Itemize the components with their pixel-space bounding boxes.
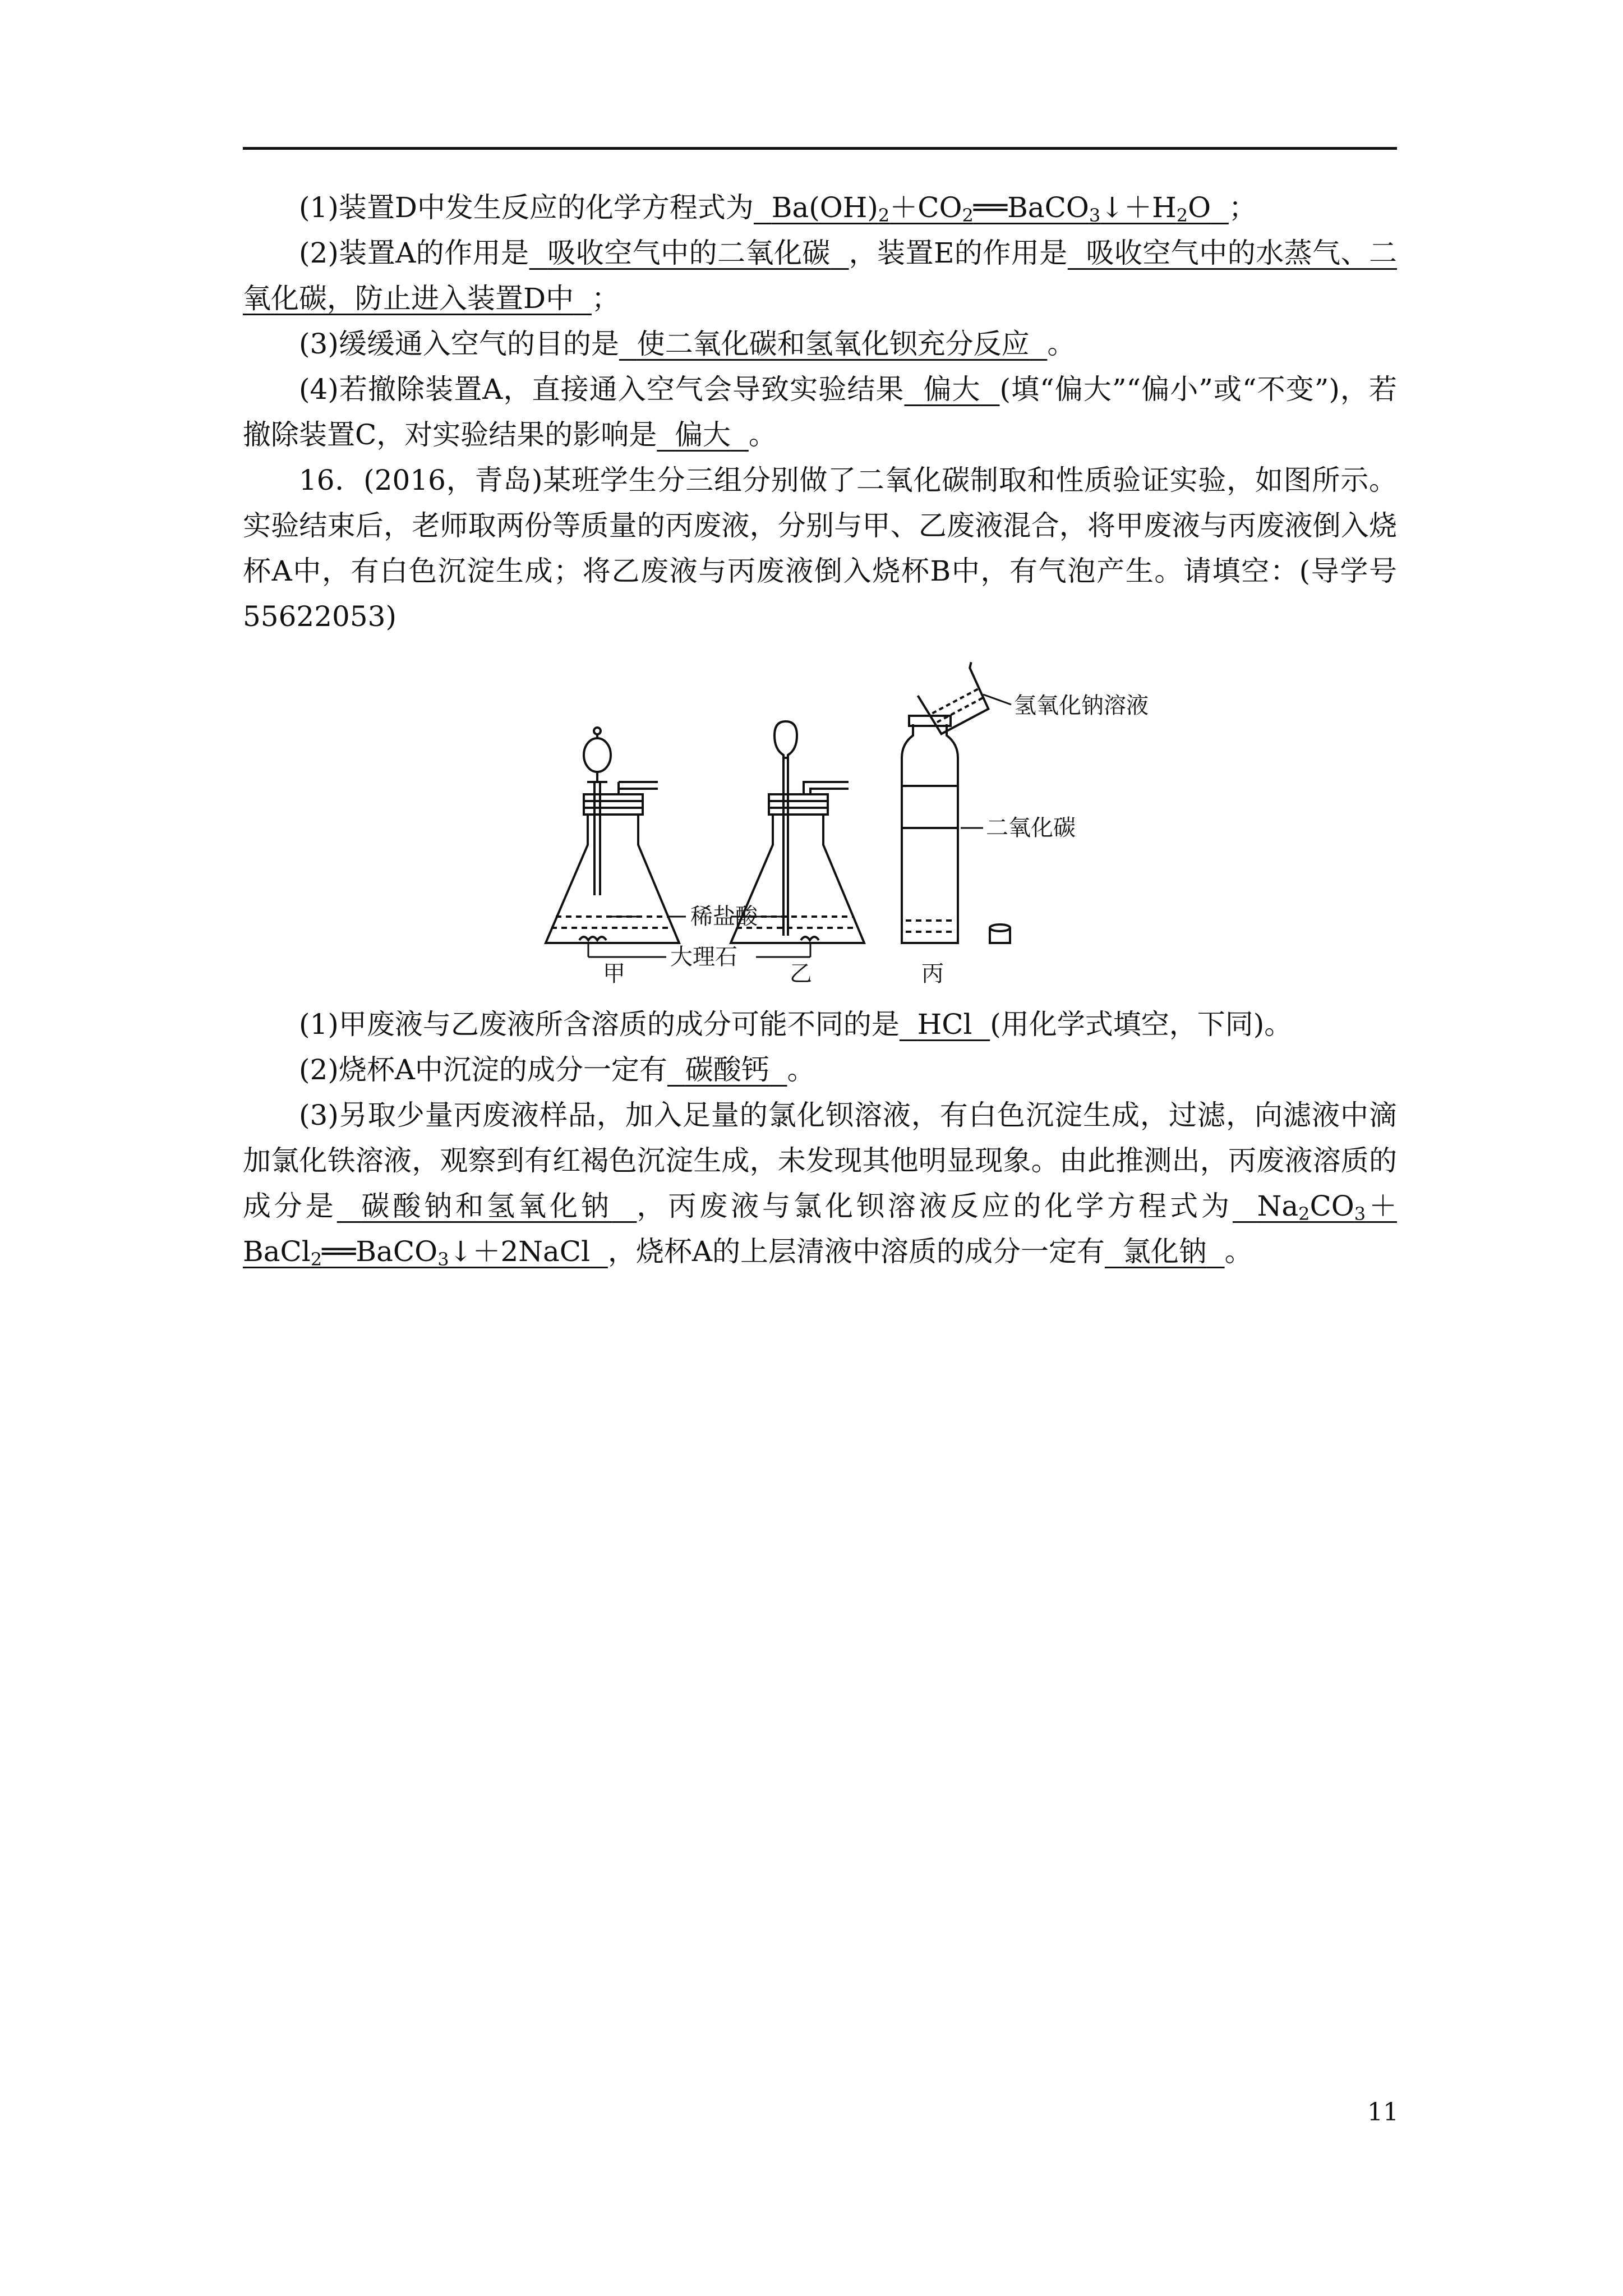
q16-part2-post: 。	[787, 1053, 815, 1086]
q15-part4-answer2: 偏大	[675, 418, 731, 451]
q15-part2	[243, 231, 1397, 321]
q16-part3-mid: ，丙废液与氯化钡溶液反应的化学方程式为	[637, 1190, 1233, 1222]
q16-part1-answer: HCl	[917, 1008, 972, 1041]
q15-part2-text: (2)装置A的作用是	[299, 237, 529, 269]
page-number: 11	[1367, 2098, 1399, 2127]
experiment-figure	[534, 660, 1179, 985]
q16-part3	[243, 1093, 1397, 1274]
bottle-bing	[902, 662, 1010, 943]
q15-part2-mid: ，装置E的作用是	[849, 237, 1068, 269]
q16-part3-answer1: 碳酸钠和氢氧化钠	[361, 1190, 612, 1222]
q15-part1	[243, 185, 1397, 231]
q16-part1-post: (用化学式填空，下同)。	[990, 1008, 1293, 1041]
q15-part4-text: (4)若撤除装置A，直接通入空气会导致实验结果	[299, 373, 905, 406]
q16-part1	[243, 1002, 1397, 1047]
q16-intro: 16．(2016，青岛)某班学生分三组分别做了二氧化碳制取和性质验证实验，如图所示。实验结束后，老师取两份等质量的丙废液，分别与甲、乙废液混合，将甲废液与丙废液倒入烧杯A中，有白色沉淀生成；将乙废液与丙废液倒入烧杯B中，有气泡产生。请填空：(导学号 55622053)	[243, 464, 1425, 633]
q16-part3-answer3: 氯化钠	[1122, 1235, 1207, 1268]
label-hcl: 稀盐酸	[690, 904, 758, 930]
header-rule	[243, 147, 1397, 150]
q15-part4-mid: (填“偏大”“偏小”或“不变”)，若撤除装置C，对实验结果的影响是	[243, 373, 1397, 451]
q15-part2-post: ；	[591, 282, 620, 315]
q15-part3-answer: 使二氧化碳和氢氧化钡充分反应	[637, 328, 1030, 360]
q15-part4-post: 。	[748, 418, 777, 451]
label-bing: 丙	[921, 961, 944, 987]
q16-part2-text: (2)烧杯A中沉淀的成分一定有	[299, 1053, 667, 1086]
flask-jia	[546, 728, 679, 943]
label-yi: 乙	[790, 961, 812, 987]
page-content	[243, 185, 1425, 1274]
q16-part1-text: (1)甲废液与乙废液所含溶质的成分可能不同的是	[299, 1008, 900, 1041]
label-jia: 甲	[603, 961, 625, 987]
q15-part3-text: (3)缓缓通入空气的目的是	[299, 328, 619, 360]
q16-part3-post: 。	[1224, 1235, 1253, 1268]
q15-part4	[243, 367, 1397, 458]
label-co2: 二氧化碳	[986, 815, 1076, 841]
q16-part2	[243, 1047, 1397, 1093]
q16-part3-text: (3)另取少量丙废液样品，加入足量的氯化钡溶液，有白色沉淀生成，过滤，向滤液中滴加氯化铁溶液，观察到有红褐色沉淀生成，未发现其他明显现象。由此推测出，丙废液溶质的成分是	[243, 1099, 1397, 1222]
q15-part3-post: 。	[1047, 328, 1076, 360]
q15-part1-text: (1)装置D中发生反应的化学方程式为	[299, 191, 754, 224]
q16-part2-answer: 碳酸钙	[685, 1053, 769, 1086]
q15-part4-answer1: 偏大	[923, 373, 981, 406]
q16-part3-equation: $Na_2CO_3+BaCl_2══BaCO_3↓+2NaCl$	[243, 1190, 1398, 1270]
q15-part3	[243, 321, 1397, 367]
label-marble: 大理石	[670, 944, 737, 970]
q15-part2-answer2: 吸收空气中的水蒸气、二氧化碳，防止进入装置D中	[243, 237, 1398, 315]
q15-part1-answer: $Ba(OH)_2+CO_2══BaCO_3↓+H_2O$	[771, 191, 1211, 226]
q16-part3-mid2: ，烧杯A的上层清液中溶质的成分一定有	[607, 1235, 1105, 1268]
label-naoh-solution: 氢氧化钠溶液	[1014, 693, 1149, 719]
q15-part1-post: ；	[1228, 191, 1257, 224]
q15-part2-answer1: 吸收空气中的二氧化碳	[547, 237, 831, 269]
